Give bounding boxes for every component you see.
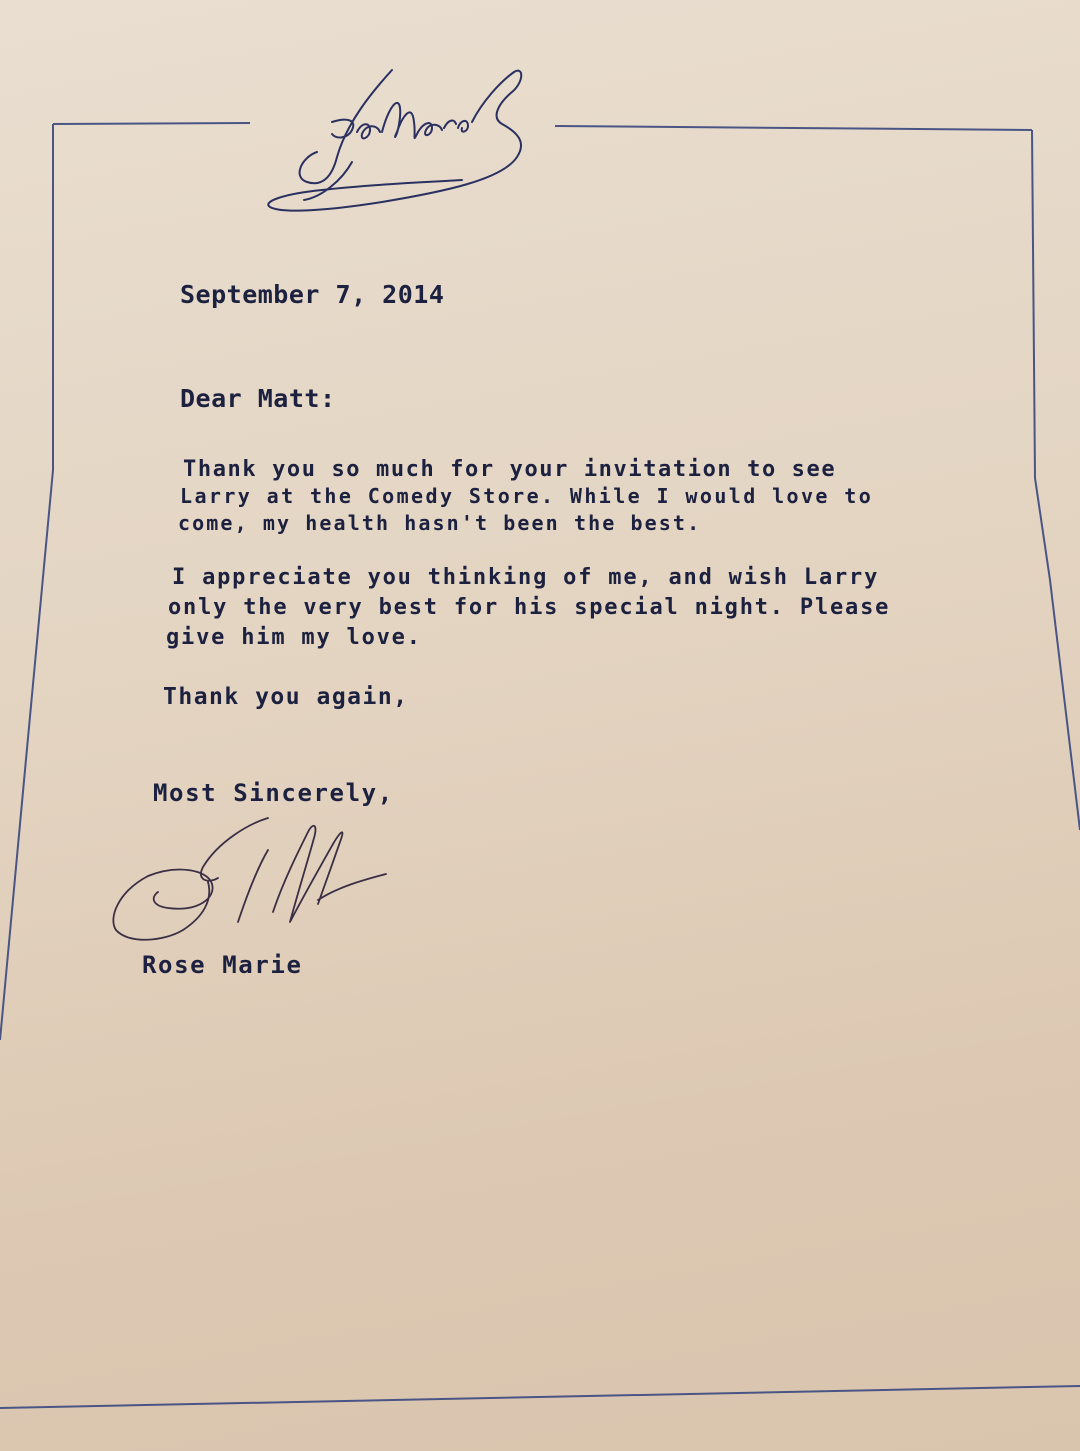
border-bottom [0,1386,1080,1408]
border-top-left [53,123,250,124]
paragraph-line: I appreciate you thinking of me, and wish Larry [172,565,880,590]
paragraph-line: come, my health hasn't been the best. [178,511,702,535]
border-left [0,124,53,1040]
signer-name: Rose Marie [142,951,303,979]
salutation: Dear Matt: [180,384,336,413]
letterhead-signature-monogram [262,62,537,222]
thanks-line: Thank you again, [163,684,409,710]
letter-date: September 7, 2014 [180,280,445,309]
border-right [1032,130,1080,830]
paragraph-appreciation [168,563,890,653]
paragraph-line: Thank you so much for your invitation to see [183,457,837,482]
paragraph-line: only the very best for his special night. Please [168,595,891,620]
border-top-right [555,126,1032,130]
paragraph-line: give him my love. [166,625,422,650]
paragraph-invitation [180,456,873,537]
handwritten-signature [108,812,393,952]
closing-line: Most Sincerely, [153,779,394,807]
paragraph-line: Larry at the Comedy Store. While I would love to [180,484,874,508]
